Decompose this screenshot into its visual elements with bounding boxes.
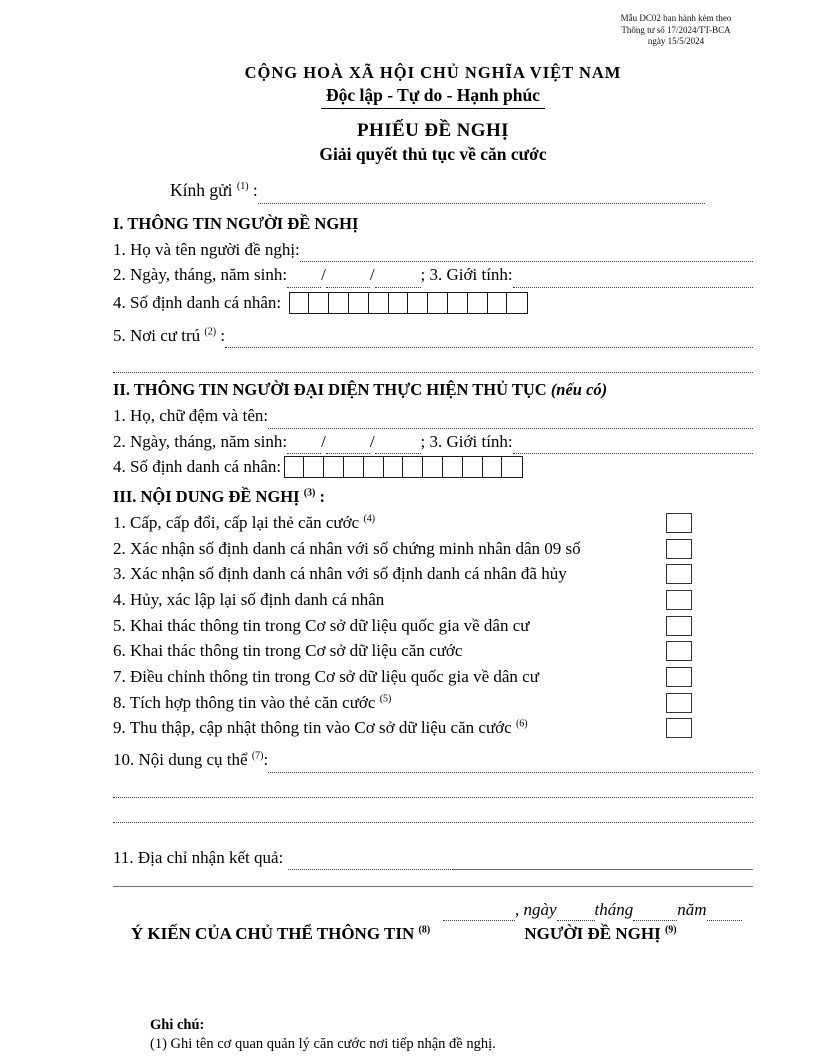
detail-continuation-line-1[interactable]: [113, 773, 753, 798]
applicant-residence-input-line[interactable]: [225, 328, 753, 348]
applicant-dob-label: 2. Ngày, tháng, năm sinh:: [113, 265, 288, 284]
form-subtitle: Giải quyết thủ tục về căn cước: [319, 144, 547, 164]
id-digit-cell[interactable]: [422, 456, 443, 478]
signature-year-line[interactable]: [707, 901, 742, 921]
request-item-row: [113, 664, 753, 690]
representative-gender-label: ; 3. Giới tính:: [420, 431, 513, 451]
dob-separator: /: [369, 431, 375, 451]
id-digit-cell[interactable]: [501, 456, 522, 478]
id-digit-cell[interactable]: [343, 456, 364, 478]
national-title: CỘNG HOÀ XÃ HỘI CHỦ NGHĨA VIỆT NAM: [244, 63, 622, 82]
id-digit-cell[interactable]: [348, 292, 369, 314]
form-ref-line1: Mẫu DC02 ban hành kèm theo: [620, 13, 732, 23]
signature-place-line[interactable]: [443, 901, 515, 921]
request-item-row: [113, 561, 753, 587]
applicant-residence-label: 5. Nơi cư trú $^{(2)}$ :: [113, 325, 226, 345]
applicant-id-label: 4. Số định danh cá nhân:: [113, 292, 282, 312]
result-address-label: 11. Địa chỉ nhận kết quả:: [113, 847, 284, 867]
representative-dob-day-line[interactable]: [287, 434, 321, 454]
representative-name-row: [113, 403, 753, 429]
dob-separator: /: [369, 265, 375, 284]
representative-dob-month-line[interactable]: [326, 434, 370, 454]
footnotes-block: [113, 1016, 753, 1054]
detail-label: 10. Nội dung cụ thể $^{(7)}$:: [113, 750, 269, 770]
recipient-input-line[interactable]: [258, 184, 705, 204]
id-digit-cell[interactable]: [447, 292, 468, 314]
result-address-input-line-solid[interactable]: [453, 850, 753, 870]
id-digit-cell[interactable]: [462, 456, 483, 478]
request-checkbox[interactable]: [666, 641, 692, 661]
id-digit-cell[interactable]: [323, 456, 344, 478]
recipient-row: [113, 178, 753, 204]
representative-id-digit-boxes: [285, 456, 523, 478]
id-digit-cell[interactable]: [284, 456, 305, 478]
item-footnote-marker: (6): [515, 718, 528, 730]
form-header: [113, 63, 753, 165]
request-item-row: [113, 587, 753, 613]
residence-footnote-marker: (2): [204, 325, 217, 337]
id-digit-cell[interactable]: [308, 292, 329, 314]
id-digit-cell[interactable]: [467, 292, 488, 314]
applicant-name-label: 1. Họ và tên người đề nghị:: [113, 239, 300, 259]
section1-title: I. THÔNG TIN NGƯỜI ĐỀ NGHỊ: [113, 213, 359, 233]
applicant-dob-year-line[interactable]: [375, 268, 421, 288]
id-digit-cell[interactable]: [383, 456, 404, 478]
id-digit-cell[interactable]: [506, 292, 527, 314]
signature-date-line: [443, 899, 753, 921]
applicant-dob-day-line[interactable]: [287, 268, 321, 288]
request-item-label: 9. Thu thập, cập nhật thông tin vào Cơ sở dữ liệu căn cước $^{(6)}$: [113, 718, 528, 738]
representative-name-label: 1. Họ, chữ đệm và tên:: [113, 406, 269, 425]
footnotes-title: Ghi chú:: [150, 1017, 205, 1034]
signature-day-line[interactable]: [557, 901, 595, 921]
item-footnote-marker: (5): [379, 693, 392, 704]
footnote-item: (1) Ghi tên cơ quan quản lý căn cước nơi tiếp nhận đề nghị.: [150, 1036, 496, 1053]
request-checkbox[interactable]: [666, 564, 692, 584]
request-item-label: 2. Xác nhận số định danh cá nhân với số chứng minh nhân dân 09 số: [113, 538, 581, 558]
item-footnote-marker: (4): [363, 513, 376, 525]
applicant-gender-input-line[interactable]: [513, 268, 753, 288]
request-item-row: [113, 690, 753, 716]
date-word-month: tháng: [594, 900, 634, 920]
representative-dob-year-line[interactable]: [375, 434, 421, 454]
form-ref-line2: Thông tư số 17/2024/TT-BCA: [621, 24, 731, 35]
date-word-year: năm: [677, 900, 707, 920]
representative-dob-row: [113, 429, 753, 455]
request-item-label: 6. Khai thác thông tin trong Cơ sở dữ liệu căn cước: [113, 641, 463, 661]
detail-row: [113, 747, 753, 773]
section2-title: II. THÔNG TIN NGƯỜI ĐẠI DIỆN THỰC HIỆN THỦ TỤC (nếu có): [113, 380, 608, 399]
applicant-name-row: [113, 237, 753, 263]
form-title: PHIẾU ĐỀ NGHỊ: [357, 120, 509, 141]
request-item-row: [113, 613, 753, 639]
representative-dob-label: 2. Ngày, tháng, năm sinh:: [113, 431, 288, 451]
applicant-residence-continuation-line[interactable]: [113, 348, 753, 373]
request-item-label: 7. Điều chỉnh thông tin trong Cơ sở dữ liệu quốc gia về dân cư: [113, 666, 539, 686]
applicant-name-input-line[interactable]: [300, 242, 753, 262]
representative-id-row: [113, 454, 753, 480]
representative-name-input-line[interactable]: [268, 409, 753, 429]
requester-signature-title: NGƯỜI ĐỀ NGHỊ $^{(9)}$: [524, 924, 677, 944]
request-checkbox[interactable]: [666, 590, 692, 610]
recipient-footnote-marker: (1): [236, 181, 249, 193]
request-checkbox[interactable]: [666, 693, 692, 713]
request-checkbox[interactable]: [666, 539, 692, 559]
id-digit-cell[interactable]: [363, 456, 384, 478]
request-item-label: 8. Tích hợp thông tin vào thẻ căn cước $^{(5)}$: [113, 692, 392, 712]
applicant-id-row: [113, 290, 753, 316]
request-item-row: [113, 716, 753, 742]
id-digit-cell[interactable]: [482, 456, 503, 478]
request-item-row: [113, 638, 753, 664]
section3-title: III. NỘI DUNG ĐỀ NGHỊ $^{(3)}$ :: [113, 487, 325, 506]
applicant-gender-label: ; 3. Giới tính:: [420, 265, 513, 284]
section-divider-rule: [113, 886, 753, 887]
request-item-label: 5. Khai thác thông tin trong Cơ sở dữ liệu quốc gia về dân cư: [113, 615, 530, 635]
id-digit-cell[interactable]: [289, 292, 310, 314]
recipient-label: Kính gửi $^{(1)}$ :: [170, 180, 258, 200]
request-item-label: 4. Hủy, xác lập lại số định danh cá nhân: [113, 589, 385, 609]
signature-titles-row: [113, 922, 753, 946]
request-item-label: 1. Cấp, cấp đổi, cấp lại thẻ căn cước $^{(4)}$: [113, 512, 376, 532]
request-item-row: [113, 536, 753, 562]
request-item-label: 3. Xác nhận số định danh cá nhân với số định danh cá nhân đã hủy: [113, 564, 567, 584]
detail-footnote-marker: (7): [251, 750, 264, 762]
national-motto: Độc lập - Tự do - Hạnh phúc: [321, 85, 545, 109]
representative-id-label: 4. Số định danh cá nhân:: [113, 457, 282, 476]
signature-month-line[interactable]: [633, 901, 677, 921]
request-checkbox[interactable]: [666, 513, 692, 533]
result-address-row: [113, 845, 753, 871]
id-digit-cell[interactable]: [407, 292, 428, 314]
applicant-id-digit-boxes: [290, 292, 528, 314]
id-digit-cell[interactable]: [368, 292, 389, 314]
representative-gender-input-line[interactable]: [513, 434, 753, 454]
form-ref-line3: ngày 15/5/2024: [647, 36, 705, 46]
id-digit-cell[interactable]: [328, 292, 349, 314]
applicant-residence-row: [113, 323, 753, 349]
id-digit-cell[interactable]: [303, 456, 324, 478]
detail-input-line[interactable]: [268, 753, 753, 773]
result-address-input-line[interactable]: [288, 850, 453, 870]
id-digit-cell[interactable]: [442, 456, 463, 478]
applicant-dob-row: [113, 262, 753, 288]
subject-opinion-title: Ý KIẾN CỦA CHỦ THỂ THÔNG TIN $^{(8)}$: [130, 924, 431, 944]
detail-continuation-line-2[interactable]: [113, 798, 753, 823]
requester-footnote-marker: (9): [664, 924, 677, 936]
request-checkbox[interactable]: [666, 718, 692, 738]
dob-separator: /: [321, 431, 326, 451]
id-digit-cell[interactable]: [402, 456, 423, 478]
dob-separator: /: [321, 265, 326, 284]
request-item-row: [113, 510, 753, 536]
applicant-dob-month-line[interactable]: [326, 268, 370, 288]
id-digit-cell[interactable]: [427, 292, 448, 314]
date-word-day: , ngày: [515, 900, 557, 920]
request-checkbox[interactable]: [666, 667, 692, 687]
id-digit-cell[interactable]: [487, 292, 508, 314]
id-digit-cell[interactable]: [388, 292, 409, 314]
request-checkbox[interactable]: [666, 616, 692, 636]
subject-opinion-footnote-marker: (8): [418, 924, 431, 936]
section2-title-note: (nếu có): [550, 380, 608, 399]
section3-footnote-marker: (3): [303, 487, 316, 499]
